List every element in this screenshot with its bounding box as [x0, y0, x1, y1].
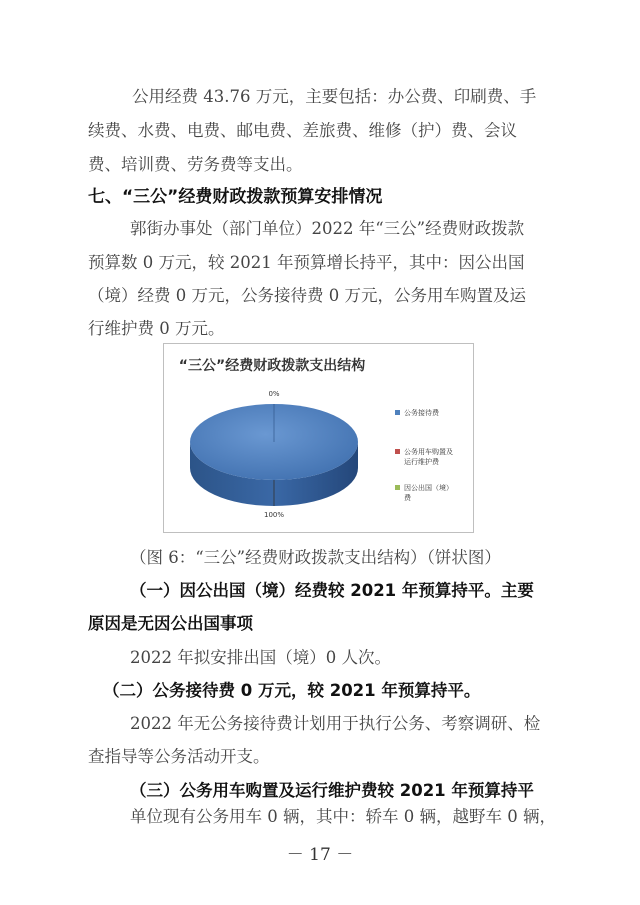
- data-label-100pct: 100%: [263, 511, 285, 519]
- legend: [395, 408, 453, 502]
- sub2-body-line-2: 查指导等公务活动开支。: [88, 747, 270, 766]
- data-label-0pct: 0%: [268, 390, 280, 398]
- legend-label-abroad-l1: 因公出国（境）: [404, 484, 453, 492]
- section-7-line-2: 预算数 0 万元，较 2021 年预算增长持平，其中：因公出国: [88, 253, 525, 272]
- sub1-body: 2022 年拟安排出国（境）0 人次。: [130, 648, 391, 667]
- sub1-heading-line-1: （一）因公出国（境）经费较 2021 年预算持平。主要: [130, 581, 534, 600]
- sub3-body: 单位现有公务用车 0 辆，其中：轿车 0 辆，越野车 0 辆，: [130, 807, 556, 826]
- sub2-heading: （二）公务接待费 0 万元，较 2021 年预算持平。: [103, 681, 481, 700]
- sub3-heading: （三）公务用车购置及运行维护费较 2021 年预算持平: [130, 781, 534, 800]
- section-7-line-3: （境）经费 0 万元，公务接待费 0 万元，公务用车购置及运: [88, 286, 526, 305]
- section-7-line-4: 行维护费 0 万元。: [88, 319, 225, 338]
- legend-label-vehicle-l1: 公务用车购置及: [404, 448, 453, 456]
- legend-label-abroad-l2: 费: [404, 494, 411, 502]
- figure-caption: （图 6：“三公”经费财政拨款支出结构）（饼状图）: [130, 548, 501, 567]
- public-funds-line-3: 费、培训费、劳务费等支出。: [88, 155, 303, 174]
- page-number: － 17 －: [286, 845, 354, 865]
- sub2-body-line-1: 2022 年无公务接待费计划用于执行公务、考察调研、检: [130, 714, 541, 733]
- section-7-line-1: 郭街办事处（部门单位）2022 年“三公”经费财政拨款: [130, 219, 525, 238]
- legend-label-vehicle-l2: 运行维护费: [404, 458, 439, 466]
- sub1-heading-line-2: 原因是无因公出国事项: [88, 614, 253, 633]
- pie-chart-svg: [164, 344, 473, 532]
- legend-swatch-abroad: [395, 485, 400, 490]
- legend-swatch-vehicle: [395, 449, 400, 454]
- pie-chart: [163, 343, 474, 533]
- chart-title: “三公”经费财政拨款支出结构: [178, 358, 366, 374]
- public-funds-line-1: 公用经费 43.76 万元，主要包括：办公费、印刷费、手: [132, 87, 537, 106]
- section-7-heading: 七、“三公”经费财政拨款预算安排情况: [88, 187, 383, 207]
- legend-swatch-reception: [395, 410, 400, 415]
- public-funds-line-2: 续费、水费、电费、邮电费、差旅费、维修（护）费、会议: [88, 121, 517, 140]
- legend-label-reception: 公务接待费: [404, 409, 439, 417]
